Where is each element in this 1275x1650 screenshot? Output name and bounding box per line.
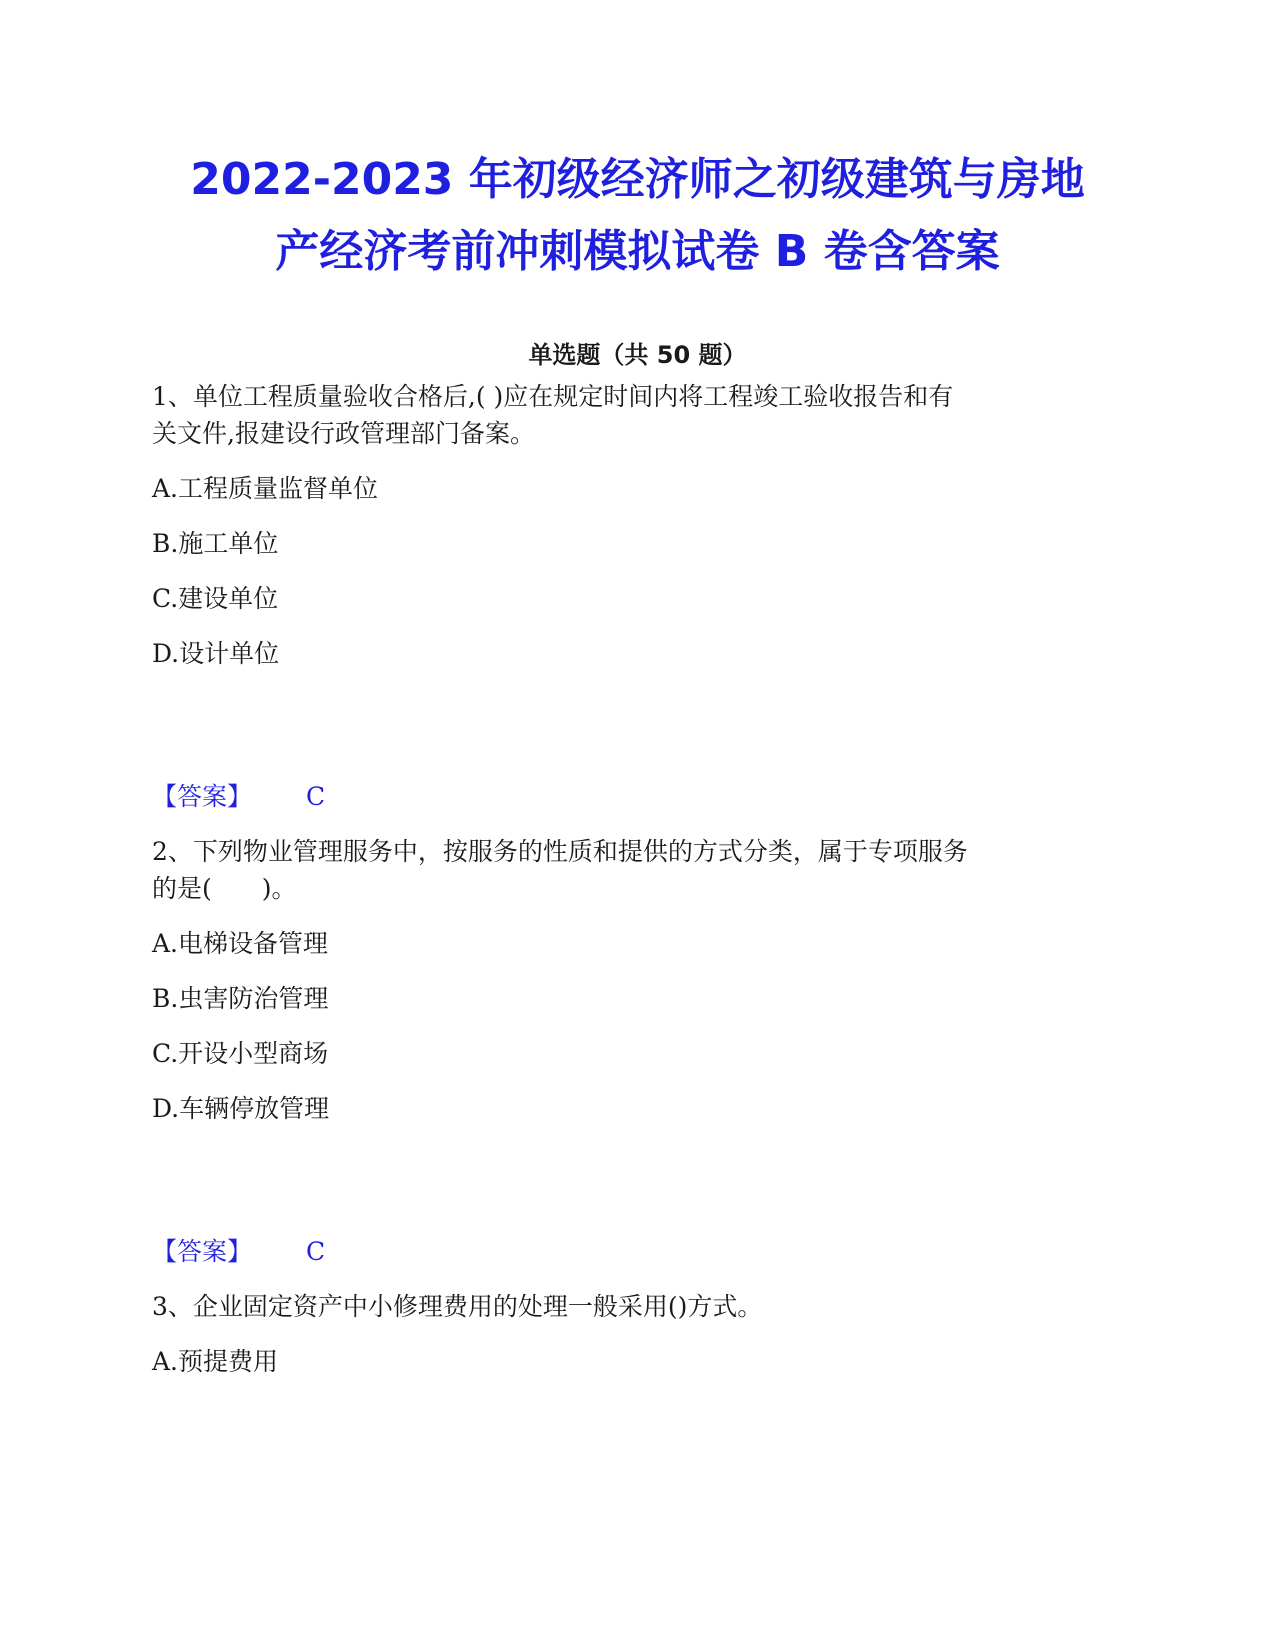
answer-label: 【答案】 <box>152 1237 253 1266</box>
question-2-stem-line-1: 2、下列物业管理服务中，按服务的性质和提供的方式分类，属于专项服务 <box>152 837 968 866</box>
question-1-option-c: C.建设单位 <box>152 584 279 613</box>
answer-value: C <box>306 782 326 811</box>
question-3-option-a: A.预提费用 <box>152 1347 279 1376</box>
document-title-line-2: 产经济考前冲刺模拟试卷 B 卷含答案 <box>275 226 1000 277</box>
question-2-option-b: B.虫害防治管理 <box>152 984 329 1013</box>
question-1-option-b: B.施工单位 <box>152 529 279 558</box>
question-2-stem-line-2: 的是( )。 <box>152 874 297 903</box>
question-3-stem-line-1: 3、企业固定资产中小修理费用的处理一般采用()方式。 <box>152 1292 763 1321</box>
question-2-option-d: D.车辆停放管理 <box>152 1094 330 1123</box>
answer-value: C <box>306 1237 326 1266</box>
question-2-answer <box>152 1235 325 1269</box>
section-heading: 单选题（共 50 题） <box>528 341 747 369</box>
question-2-option-c: C.开设小型商场 <box>152 1039 329 1068</box>
question-2-option-a: A.电梯设备管理 <box>152 929 329 958</box>
answer-label: 【答案】 <box>152 782 253 811</box>
question-1-stem-line-2: 关文件,报建设行政管理部门备案。 <box>152 419 535 448</box>
document-title-line-1: 2022-2023 年初级经济师之初级建筑与房地 <box>190 154 1085 205</box>
question-1-option-a: A.工程质量监督单位 <box>152 474 379 503</box>
question-1-stem-line-1: 1、单位工程质量验收合格后,( )应在规定时间内将工程竣工验收报告和有 <box>152 382 954 411</box>
question-1-answer <box>152 780 325 814</box>
question-1-option-d: D.设计单位 <box>152 639 280 668</box>
